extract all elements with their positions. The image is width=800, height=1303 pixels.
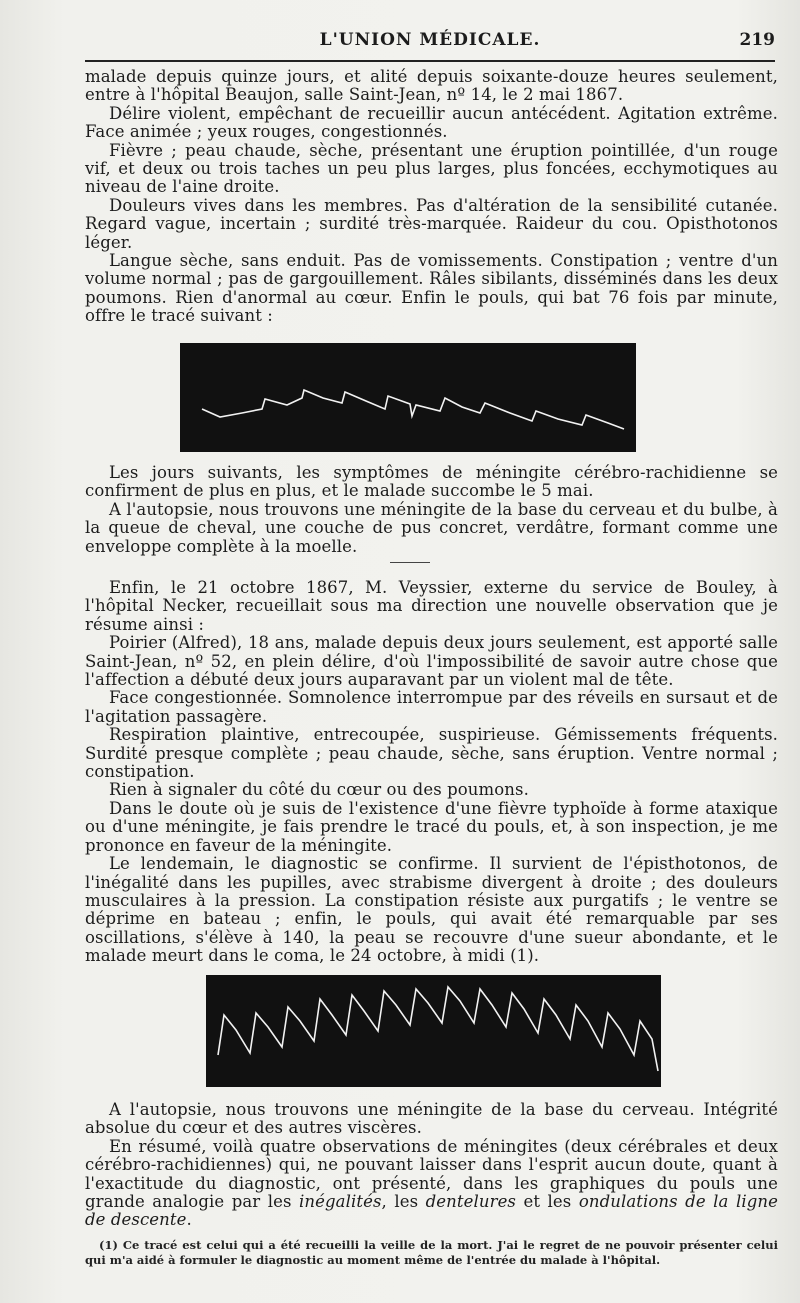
paragraph: Délire violent, empêchant de recueillir aucun antécédent. Agitation extrême. Face animée ; yeux rouges, congestionnés. bbox=[85, 103, 778, 142]
summary-text: . bbox=[186, 1210, 192, 1230]
case-text-part-1 bbox=[85, 68, 778, 326]
running-header bbox=[85, 30, 775, 56]
paragraph: Respiration plaintive, entrecoupée, suspirieuse. Gémissements fréquents. Surdité presque complète ; peau chaude, sèche, sans éruption. Ventre normal ; constipation. bbox=[85, 725, 778, 782]
summary-paragraph bbox=[85, 1138, 778, 1230]
section-separator bbox=[390, 562, 430, 563]
paragraph: Langue sèche, sans enduit. Pas de vomissements. Constipation ; ventre d'un volume normal ; pas de gargouillement. Râles sibilants, disséminés dans les deux poumons. Rien d'anormal au cœur. Enfin le pouls, qui bat 76 fois par minute, offre le tracé suivant : bbox=[85, 251, 778, 326]
paragraph: Les jours suivants, les symptômes de méningite cérébro-rachidienne se confirment de plus en plus, et le malade succombe le 5 mai. bbox=[85, 463, 778, 501]
paragraph: Douleurs vives dans les membres. Pas d'altération de la sensibilité cutanée. Regard vague, incertain ; surdité très-marquée. Raideur du cou. Opisthotonos léger. bbox=[85, 195, 778, 252]
emphasis-term: inégalités bbox=[299, 1192, 382, 1212]
paragraph: Poirier (Alfred), 18 ans, malade depuis deux jours seulement, est apporté salle Saint-Jean, nº 52, en plein délire, d'où l'impossibilité de savoir autre chose que l'affection a débuté deux jours auparavant par un violent mal de tête. bbox=[85, 633, 778, 690]
pulse-tracing-2 bbox=[206, 975, 661, 1087]
journal-title: L'UNION MÉDICALE. bbox=[319, 30, 541, 50]
paragraph: Face congestionnée. Somnolence interrompue par des réveils en sursaut et de l'agitation passagère. bbox=[85, 688, 778, 726]
page-number: 219 bbox=[739, 30, 775, 50]
paragraph: Fièvre ; peau chaude, sèche, présentant une éruption pointillée, d'un rouge vif, et deux ou trois taches un peu plus larges, plus foncées, ecchymotiques au niveau de l'aine droite. bbox=[85, 140, 778, 197]
paragraph: A l'autopsie, nous trouvons une méningite de la base du cerveau. Intégrité absolue du cœur et des autres viscères. bbox=[85, 1100, 778, 1138]
paragraph: Le lendemain, le diagnostic se confirme. Il survient de l'épisthotonos, de l'inégalité dans les pupilles, avec strabisme divergent à droite ; des douleurs musculaires à la pression. La constipation résiste aux purgatifs ; le ventre se déprime en bateau ; enfin, le pouls, qui avait été remarquable par ses oscillations, s'élève à 140, la peau se recouvre d'une sueur abondante, et le malade meurt dans le coma, le 24 octobre, à midi (1). bbox=[85, 854, 778, 966]
conclusion-text bbox=[85, 1101, 778, 1230]
summary-text: En résumé, voilà quatre observations de méningites (deux cérébrales et deux cérébro-rachidiennes) qui, ne pouvant laisser dans l'esprit aucun doute, quant à l'exactitude du diagnostic, ont présenté, dans les graphiques du pouls une grande analogie par les bbox=[85, 1136, 778, 1212]
paragraph: Dans le doute où je suis de l'existence d'une fièvre typhoïde à forme ataxique ou d'une méningite, je fais prendre le tracé du pouls, et, à son inspection, je me prononce en faveur de la méningite. bbox=[85, 798, 778, 855]
pulse-tracing-1 bbox=[180, 343, 636, 452]
paragraph: Rien à signaler du côté du cœur ou des poumons. bbox=[109, 780, 529, 800]
footnote bbox=[85, 1238, 778, 1267]
paragraph: malade depuis quinze jours, et alité depuis soixante-douze heures seulement, entre à l'hôpital Beaujon, salle Saint-Jean, nº 14, le 2 mai 1867. bbox=[85, 67, 778, 105]
summary-text: , les bbox=[381, 1192, 426, 1212]
case-text-part-3 bbox=[85, 579, 778, 966]
paragraph: A l'autopsie, nous trouvons une méningite de la base du cerveau et du bulbe, à la queue de cheval, une couche de pus concret, verdâtre, formant comme une enveloppe complète à la moelle. bbox=[85, 499, 778, 556]
emphasis-term: dentelures bbox=[425, 1192, 516, 1212]
header-rule bbox=[85, 60, 775, 62]
paragraph: Enfin, le 21 octobre 1867, M. Veyssier, externe du service de Bouley, à l'hôpital Necker, recueillait sous ma direction une nouvelle observation que je résume ainsi : bbox=[85, 578, 778, 634]
summary-text: et les bbox=[516, 1192, 579, 1212]
emphasis-term: ondulations de la ligne de descente bbox=[85, 1192, 778, 1230]
case-text-part-2 bbox=[85, 464, 778, 556]
footnote-text: (1) Ce tracé est celui qui a été recueilli la veille de la mort. J'ai le regret de ne pouvoir présenter celui qui m'a aidé à formuler le diagnostic au moment même de l'entrée du malade à l'hôpital. bbox=[85, 1238, 778, 1267]
